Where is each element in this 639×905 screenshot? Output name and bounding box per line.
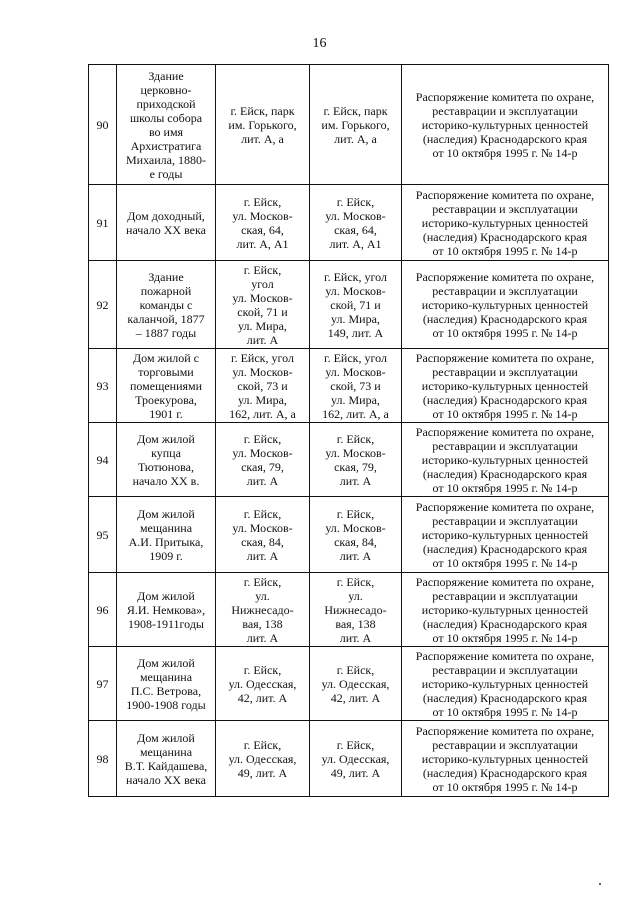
protection-document-line: (наследия) Краснодарского края	[422, 466, 588, 481]
protection-document-line: (наследия) Краснодарского края	[422, 690, 588, 705]
object-address-current-line: ул. Москов-	[325, 364, 386, 379]
protection-document-line: Распоряжение комитета по охране,	[415, 350, 595, 365]
table-row	[89, 573, 609, 647]
object-name-line: Дом жилой	[137, 655, 195, 670]
protection-document-line: историко-культурных ценностей	[421, 527, 589, 542]
row-number: 98	[96, 751, 109, 766]
protection-document-line: (наследия) Краснодарского края	[422, 229, 588, 244]
object-address-line: 49, лит. А	[237, 765, 288, 780]
object-name-line: Троекурова,	[135, 392, 197, 407]
object-address-current-line: им. Горького,	[321, 117, 390, 132]
object-address-line: ул.	[255, 588, 270, 603]
row-number-cell	[89, 65, 117, 185]
object-name-line: Дом жилой с	[133, 350, 199, 365]
object-name-line: приходской	[136, 96, 196, 111]
object-address-line: ская, 84,	[241, 534, 284, 549]
object-address-line: лит. А	[246, 630, 279, 645]
protection-document-line: от 10 октября 1995 г. № 14-р	[432, 243, 578, 258]
object-address-current-line: г. Ейск,	[336, 662, 375, 677]
object-address-cell	[216, 573, 310, 647]
object-address-current-line: г. Ейск, угол	[324, 350, 387, 365]
object-name-line: Тютюнова,	[137, 459, 194, 474]
object-address-current-line: ул. Москов-	[325, 445, 386, 460]
protection-document-line: от 10 октября 1995 г. № 14-р	[432, 630, 578, 645]
object-address-line: ул. Москов-	[232, 364, 293, 379]
object-address-current-cell	[310, 573, 402, 647]
object-address-line: ской, 71 и	[237, 304, 288, 319]
object-name-cell	[117, 185, 216, 261]
object-address-current-line: ская, 84,	[334, 534, 377, 549]
protection-document-line: реставрации и эксплуатации	[432, 588, 578, 603]
protection-document-line: Распоряжение комитета по охране,	[415, 424, 595, 439]
object-name-line: – 1887 годы	[135, 325, 197, 340]
object-address-current-line: ской, 71 и	[330, 297, 381, 312]
object-address-current-line: лит. А, А1	[329, 236, 382, 251]
object-address-line: ул. Мира,	[238, 392, 287, 407]
object-address-current-line: ская, 64,	[334, 222, 377, 237]
object-name-line: Я.И. Немкова»,	[126, 602, 206, 617]
object-address-line: г. Ейск,	[243, 262, 282, 277]
object-address-current-line: лит. А	[339, 630, 372, 645]
object-address-line: лит. А	[246, 332, 279, 347]
table-row	[89, 647, 609, 721]
table-row	[89, 261, 609, 349]
object-address-current-line: ул.	[348, 588, 363, 603]
protection-document-line: от 10 октября 1995 г. № 14-р	[432, 406, 578, 421]
protection-document-cell	[402, 573, 609, 647]
protection-document-line: историко-культурных ценностей	[421, 378, 589, 393]
object-name-line: начало XX в.	[132, 473, 200, 488]
protection-document-line: Распоряжение комитета по охране,	[415, 269, 595, 284]
table-row	[89, 721, 609, 797]
object-name-line: А.И. Притыка,	[128, 534, 204, 549]
object-address-line: лит. А, а	[241, 131, 284, 146]
object-name-line: 1900-1908 годы	[126, 697, 206, 712]
object-name-line: Здание	[148, 68, 184, 83]
object-address-cell	[216, 65, 310, 185]
object-name-line: В.Т. Кайдашева,	[124, 758, 208, 773]
protection-document-line: Распоряжение комитета по охране,	[415, 723, 595, 738]
object-address-current-line: ул. Москов-	[325, 283, 386, 298]
object-address-current-cell	[310, 65, 402, 185]
object-address-current-line: г. Ейск,	[336, 194, 375, 209]
object-name-cell	[117, 349, 216, 423]
object-name-line: Архистратига	[130, 138, 202, 153]
protection-document-cell	[402, 65, 609, 185]
object-address-line: ул. Одесская,	[228, 751, 297, 766]
object-address-current-line: 42, лит. А	[330, 690, 381, 705]
protection-document-line: от 10 октября 1995 г. № 14-р	[432, 145, 578, 160]
protection-document-line: (наследия) Краснодарского края	[422, 765, 588, 780]
row-number: 93	[96, 378, 109, 393]
object-address-line: ул. Одесская,	[228, 676, 297, 691]
protection-document-line: реставрации и эксплуатации	[432, 201, 578, 216]
row-number-cell	[89, 573, 117, 647]
object-address-line: ул. Москов-	[232, 290, 293, 305]
protection-document-line: реставрации и эксплуатации	[432, 283, 578, 298]
object-address-line: г. Ейск,	[243, 431, 282, 446]
object-address-line: лит. А, А1	[236, 236, 289, 251]
object-address-current-cell	[310, 185, 402, 261]
protection-document-line: историко-культурных ценностей	[421, 602, 589, 617]
object-address-current-line: 49, лит. А	[330, 765, 381, 780]
object-address-line: ская, 79,	[241, 459, 284, 474]
object-address-current-line: вая, 138	[335, 616, 376, 631]
object-address-current-cell	[310, 349, 402, 423]
object-address-line: ская, 64,	[241, 222, 284, 237]
object-address-line: ул. Мира,	[238, 318, 287, 333]
object-address-current-line: ул. Москов-	[325, 520, 386, 535]
object-name-cell	[117, 65, 216, 185]
object-address-current-line: Нижнесадо-	[324, 602, 387, 617]
object-address-line: Нижнесадо-	[231, 602, 294, 617]
row-number: 92	[96, 297, 109, 312]
object-name-line: мещанина	[139, 744, 193, 759]
object-address-line: г. Ейск, угол	[231, 350, 294, 365]
object-address-line: вая, 138	[242, 616, 283, 631]
protection-document-line: от 10 октября 1995 г. № 14-р	[432, 480, 578, 495]
object-address-current-line: ул. Одесская,	[321, 751, 390, 766]
protection-document-line: (наследия) Краснодарского края	[422, 311, 588, 326]
protection-document-line: (наследия) Краснодарского края	[422, 616, 588, 631]
row-number-cell	[89, 647, 117, 721]
table-row	[89, 423, 609, 497]
protection-document-line: Распоряжение комитета по охране,	[415, 89, 595, 104]
row-number: 94	[96, 452, 109, 467]
object-address-current-line: г. Ейск,	[336, 506, 375, 521]
protection-document-line: Распоряжение комитета по охране,	[415, 574, 595, 589]
object-address-current-line: 162, лит. А, а	[322, 406, 389, 421]
object-address-current-cell	[310, 261, 402, 349]
object-address-current-cell	[310, 423, 402, 497]
protection-document-line: (наследия) Краснодарского края	[422, 131, 588, 146]
protection-document-cell	[402, 185, 609, 261]
object-address-line: лит. А	[246, 473, 279, 488]
object-address-current-cell	[310, 647, 402, 721]
object-address-line: ул. Москов-	[232, 520, 293, 535]
row-number-cell	[89, 261, 117, 349]
protection-document-line: реставрации и эксплуатации	[432, 438, 578, 453]
object-name-line: Дом доходный,	[127, 208, 205, 223]
protection-document-line: от 10 октября 1995 г. № 14-р	[432, 704, 578, 719]
object-name-line: мещанина	[139, 669, 193, 684]
object-address-line: г. Ейск,	[243, 506, 282, 521]
protection-document-cell	[402, 261, 609, 349]
protection-document-cell	[402, 423, 609, 497]
row-number: 97	[96, 676, 109, 691]
object-name-line: е годы	[149, 166, 183, 181]
object-address-current-line: ской, 73 и	[330, 378, 381, 393]
object-name-line: купца	[151, 445, 181, 460]
object-name-cell	[117, 497, 216, 573]
object-address-line: г. Ейск,	[243, 194, 282, 209]
table-row	[89, 65, 609, 185]
object-address-cell	[216, 185, 310, 261]
object-address-line: им. Горького,	[228, 117, 297, 132]
protection-document-line: историко-культурных ценностей	[421, 676, 589, 691]
object-address-line: г. Ейск,	[243, 574, 282, 589]
table-row	[89, 185, 609, 261]
protection-document-cell	[402, 497, 609, 573]
object-name-line: П.С. Ветрова,	[130, 683, 202, 698]
object-address-current-line: г. Ейск, парк	[323, 103, 388, 118]
row-number: 90	[96, 117, 109, 132]
protection-document-line: историко-культурных ценностей	[421, 297, 589, 312]
object-name-line: Дом жилой	[137, 730, 195, 745]
protection-document-cell	[402, 647, 609, 721]
object-name-cell	[117, 573, 216, 647]
protection-document-cell	[402, 721, 609, 797]
protection-document-line: реставрации и эксплуатации	[432, 737, 578, 752]
protection-document-line: историко-культурных ценностей	[421, 117, 589, 132]
object-address-line: 162, лит. А, а	[229, 406, 296, 421]
page-number: 16	[312, 36, 327, 51]
object-name-line: торговыми	[138, 364, 194, 379]
row-number-cell	[89, 349, 117, 423]
object-address-cell	[216, 261, 310, 349]
protection-document-cell	[402, 349, 609, 423]
row-number: 95	[96, 527, 109, 542]
object-address-current-line: г. Ейск,	[336, 574, 375, 589]
scan-speck	[599, 883, 601, 885]
protection-document-line: Распоряжение комитета по охране,	[415, 187, 595, 202]
row-number-cell	[89, 185, 117, 261]
protection-document-line: реставрации и эксплуатации	[432, 513, 578, 528]
object-address-current-line: 149, лит. А	[327, 325, 384, 340]
object-name-line: каланчой, 1877	[127, 311, 205, 326]
object-name-cell	[117, 261, 216, 349]
protection-document-line: от 10 октября 1995 г. № 14-р	[432, 325, 578, 340]
object-address-cell	[216, 721, 310, 797]
protection-document-line: реставрации и эксплуатации	[432, 662, 578, 677]
object-name-line: церковно-	[140, 82, 192, 97]
object-name-line: мещанина	[139, 520, 193, 535]
protection-document-line: Распоряжение комитета по охране,	[415, 648, 595, 663]
object-address-line: ул. Москов-	[232, 445, 293, 460]
object-name-line: пожарной	[140, 283, 192, 298]
object-name-line: Дом жилой	[137, 506, 195, 521]
protection-document-line: (наследия) Краснодарского края	[422, 392, 588, 407]
object-name-cell	[117, 647, 216, 721]
object-name-line: Дом жилой	[137, 431, 195, 446]
object-name-line: во имя	[148, 124, 184, 139]
protection-document-line: Распоряжение комитета по охране,	[415, 499, 595, 514]
table-row	[89, 497, 609, 573]
object-address-line: 42, лит. А	[237, 690, 288, 705]
object-address-cell	[216, 497, 310, 573]
protection-document-line: от 10 октября 1995 г. № 14-р	[432, 555, 578, 570]
row-number: 91	[96, 215, 109, 230]
object-name-line: Михаила, 1880-	[126, 152, 206, 167]
object-address-current-line: г. Ейск,	[336, 431, 375, 446]
object-address-line: угол	[251, 276, 274, 291]
object-address-current-line: лит. А	[339, 548, 372, 563]
object-address-current-line: ул. Москов-	[325, 208, 386, 223]
row-number-cell	[89, 721, 117, 797]
object-address-current-line: г. Ейск,	[336, 737, 375, 752]
object-name-line: начало XX века	[126, 222, 206, 237]
object-address-current-line: ул. Мира,	[331, 311, 380, 326]
object-address-current-line: лит. А, а	[334, 131, 377, 146]
object-address-cell	[216, 647, 310, 721]
object-address-line: г. Ейск, парк	[230, 103, 295, 118]
object-name-line: Дом жилой	[137, 588, 195, 603]
object-name-line: команды с	[139, 297, 193, 312]
monuments-table-body	[89, 65, 609, 797]
object-name-line: 1909 г.	[149, 548, 183, 563]
object-name-line: начало XX века	[126, 772, 206, 787]
object-address-line: ской, 73 и	[237, 378, 288, 393]
protection-document-line: (наследия) Краснодарского края	[422, 541, 588, 556]
object-address-current-cell	[310, 497, 402, 573]
protection-document-line: историко-культурных ценностей	[421, 452, 589, 467]
protection-document-line: историко-культурных ценностей	[421, 215, 589, 230]
object-address-current-line: ская, 79,	[334, 459, 377, 474]
protection-document-line: реставрации и эксплуатации	[432, 103, 578, 118]
object-name-cell	[117, 721, 216, 797]
object-address-current-line: лит. А	[339, 473, 372, 488]
object-name-line: 1908-1911годы	[128, 616, 204, 631]
object-name-line: Здание	[148, 269, 184, 284]
object-address-line: ул. Москов-	[232, 208, 293, 223]
row-number-cell	[89, 497, 117, 573]
object-address-current-cell	[310, 721, 402, 797]
object-address-line: лит. А	[246, 548, 279, 563]
object-address-current-line: г. Ейск, угол	[324, 269, 387, 284]
object-name-line: школы собора	[129, 110, 203, 125]
row-number: 96	[96, 602, 109, 617]
object-address-cell	[216, 349, 310, 423]
object-name-cell	[117, 423, 216, 497]
object-address-line: г. Ейск,	[243, 737, 282, 752]
object-name-line: 1901 г.	[149, 406, 183, 421]
object-address-current-line: ул. Одесская,	[321, 676, 390, 691]
object-address-line: г. Ейск,	[243, 662, 282, 677]
row-number-cell	[89, 423, 117, 497]
protection-document-line: от 10 октября 1995 г. № 14-р	[432, 779, 578, 794]
monuments-table	[88, 64, 609, 797]
table-row	[89, 349, 609, 423]
protection-document-line: реставрации и эксплуатации	[432, 364, 578, 379]
object-address-cell	[216, 423, 310, 497]
object-name-line: помещениями	[129, 378, 203, 393]
object-address-current-line: ул. Мира,	[331, 392, 380, 407]
protection-document-line: историко-культурных ценностей	[421, 751, 589, 766]
